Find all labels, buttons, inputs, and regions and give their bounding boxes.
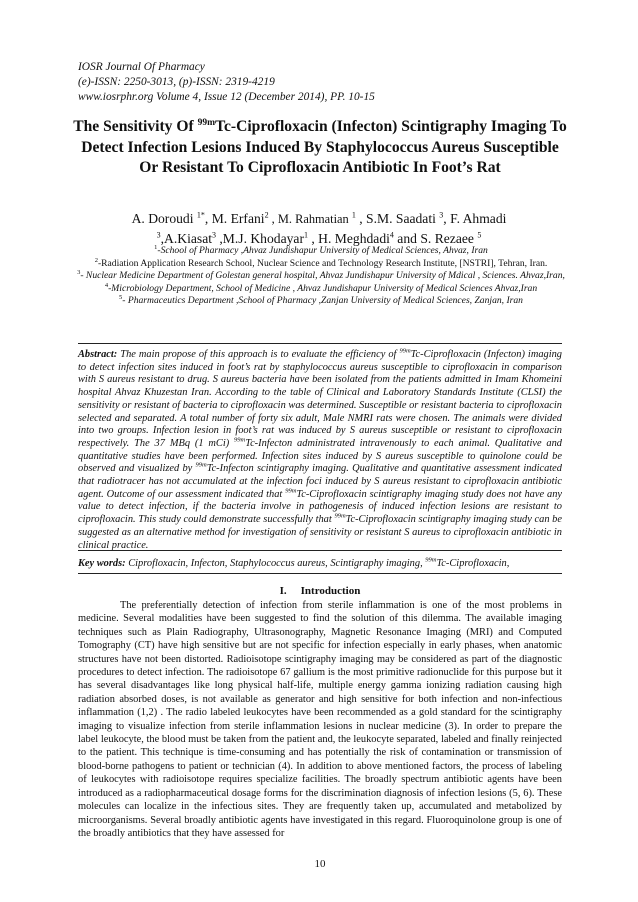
divider-top [78,343,562,344]
page-number: 10 [314,858,326,870]
section-title: Introduction [300,585,361,597]
keywords: Key words: Ciprofloxacin, Infecton, Staphylococcus aureus, Scintigraphy imaging, $^{99m}$Tc-Ciprofloxacin, [78,556,510,569]
intro-paragraph: The preferentially detection of infection from sterile inflammation is one of the most problems in medicine. Several modalities have been suggested to find the solution of this dilemma. The available imaging techniques such as Plain Radiography, Ultrasonography, Magnetic Resonance Imaging (MRI) and Computed Tomography (CT) have high sensitive but are not specific for infection especially in early phases, when anatomic structures have not been distorted. Radioisotope scintigraphy imaging may be considered as part of the diagnostic procedures to detect infection. The radioisotope 67 gallium is the most primitive radionuclide for this purpose but it has several disadvantages like long physical half-life, multiple energy gamma ionizing radiation causing high radiation absorbed doses, is not available as generator and high sensitive for both infection and non-infectious inflammation (1,2) . The radio labeled leukocytes have been recommended as a gold standard for the scintigraphy imaging to visualize infection from sterile inflammation lesions in nuclear medicine (3). In order to prepare the label leukocyte, the blood must be taken from the patient and, the leukocyte separated, labeled and finally reinjected to the patient. This technique is time-consuming and has potentially the risk of contamination or transmission of blood-borne pathogens to patient or technician (4). In addition to above mentioned factors, the process of labeling of leukocytes with radioisotope requires specialize facilities. The broadly spectrum antibiotic agents have been introduced as a radiopharmaceutical dosage forms for the discrimination diagnosis of infection lesions (5, 6). These molecules can localize in the infectious sites. They are frequently taken up, accumulated and metabolized by microorganisms. Several broadly antibiotic agents have investigated in this regard. Fluoroquinolone group is one of the broadly antibiotics that they have assessed for [78,600,562,839]
journal-volume: www.iosrphr.org Volume 4, Issue 12 (December 2014), PP. 10-15 [78,91,375,103]
journal-header [78,60,558,105]
author-7-sup: 1 [303,230,308,240]
affiliation-5: $^5$- Pharmaceutics Department ,School of Pharmacy ,Zanjan University of Medical Sciences, Zanjan, Iran [119,294,523,307]
journal-name: IOSR Journal Of Pharmacy [78,61,205,73]
author-2-sup: 2 [264,210,269,220]
author-4-sup: 3 [439,210,444,220]
title-part-1: The Sensitivity Of [73,118,198,135]
author-8-sup: 4 [389,230,394,240]
author-6: ,A.Kiasat [160,231,212,246]
affiliation-3: $^3$- Nuclear Medicine Department of Golestan general hospital, Ahvaz Jundishapur University of Mdical , Sciences. Ahvaz,Iran, [77,269,565,282]
keywords-label: Key words: [78,558,126,569]
title-part-2: Tc-Ciprofloxacin (Infecton) Scintigraphy Imaging To Detect Infection Lesions Induced By Staphylococcus Aureus Susceptible Or Resistant To Ciprofloxacin Antibiotic In Foot’s Rat [81,118,567,176]
author-2: , M. Erfani [204,211,265,226]
author-list [78,209,560,248]
journal-issn: (e)-ISSN: 2250-3013, (p)-ISSN: 2319-4219 [78,76,275,88]
author-9: and S. Rezaee [393,231,478,246]
abstract: Abstract: The main propose of this approach is to evaluate the efficiency of $^{99m}$Tc-Ciprofloxacin (Infecton) imaging to detect infection sites induced in foot’s rat by staphylococcus aureus susceptible to ciprofloxacin in comparison with S aureus resistant to drug. S aureus bacteria have been isolated from the patients admitted in Imam Khomeini hospital Ahvaz Khuzestan Iran. According to the table of Clinical and Laboratory Standards Institute (CLSI) the sensitivity or resistant of bacteria to ciprofloxacin was determined. Susceptible or resistant bacteria to ciprofloxacin selected and separated. A total number of forty six adult, Male NMRI rats were chosen. The animals were divided into two groups. Infection lesion in foot’s rat was induced by S aureus susceptible or resistant to ciprofloxacin respectively. The 37 MBq (1 mCi) $^{99m}$Tc-Infecton administrated intravenously to each animal. Qualitative and quantitative studies have been performed. Infection sites induced by S aureus susceptible to quinolone could be observed and visualized by $^{99m}$Tc-Infecton scintigraphy imaging. Qualitative and quantitative assessment indicated that radiotracer has not accumulated at the infection foci induced by S aureus resistant to ciprofloxacin antibiotic agent. Outcome of our assessment indicated that $^{99m}$Tc-Ciprofloxacin scintigraphy imaging study does not have any value to detect infection, if the bacteria involve in pathogenesis of induced infection lesions are resistant to ciprofloxacin. This study could demonstrate successfully that $^{99m}$Tc-Ciprofloxacin scintigraphy imaging study can be suggested as an alternative method for investigation of sensitivity or resistant S aureus to ciprofloxacin antibiotic in clinical practice. [78,347,563,551]
section-heading [78,585,562,598]
author-5-sup: 3 [156,230,161,240]
affiliation-2: $^2$-Radiation Application Research School, Nuclear Science and Technology Research Institute, [NSTRI], Tehran, Iran. [94,256,548,269]
author-4: , S.M. Saadati [355,211,440,226]
affiliations [72,245,570,308]
affiliation-4: $^4$-Microbiology Department, School of Medicine , Ahvaz Jundishapur University of Medical Sciences Ahvaz,Iran [104,281,538,294]
author-8: , H. Meghdadi [307,231,390,246]
author-1-sup: 1* [196,210,205,220]
divider-middle [78,550,562,551]
paper-title [70,117,570,179]
author-6-sup: 3 [212,230,216,240]
author-3-sup: 1 [351,210,356,220]
author-1: A. Doroudi [131,211,197,226]
author-5: , F. Ahmadi [443,211,507,226]
title-isotope-sup: 99m [197,117,215,128]
author-9-sup: 5 [477,230,482,240]
author-3: , M. Rahmatian [268,212,352,226]
section-number: I. [279,585,287,597]
author-7: ,M.J. Khodayar [216,231,304,246]
abstract-label: Abstract: [78,349,118,360]
affiliation-1: $^1$-School of Pharmacy ,Ahvaz Jundishapur University of Medical Sciences, Ahvaz, Iran [154,243,488,256]
divider-bottom [78,573,562,574]
